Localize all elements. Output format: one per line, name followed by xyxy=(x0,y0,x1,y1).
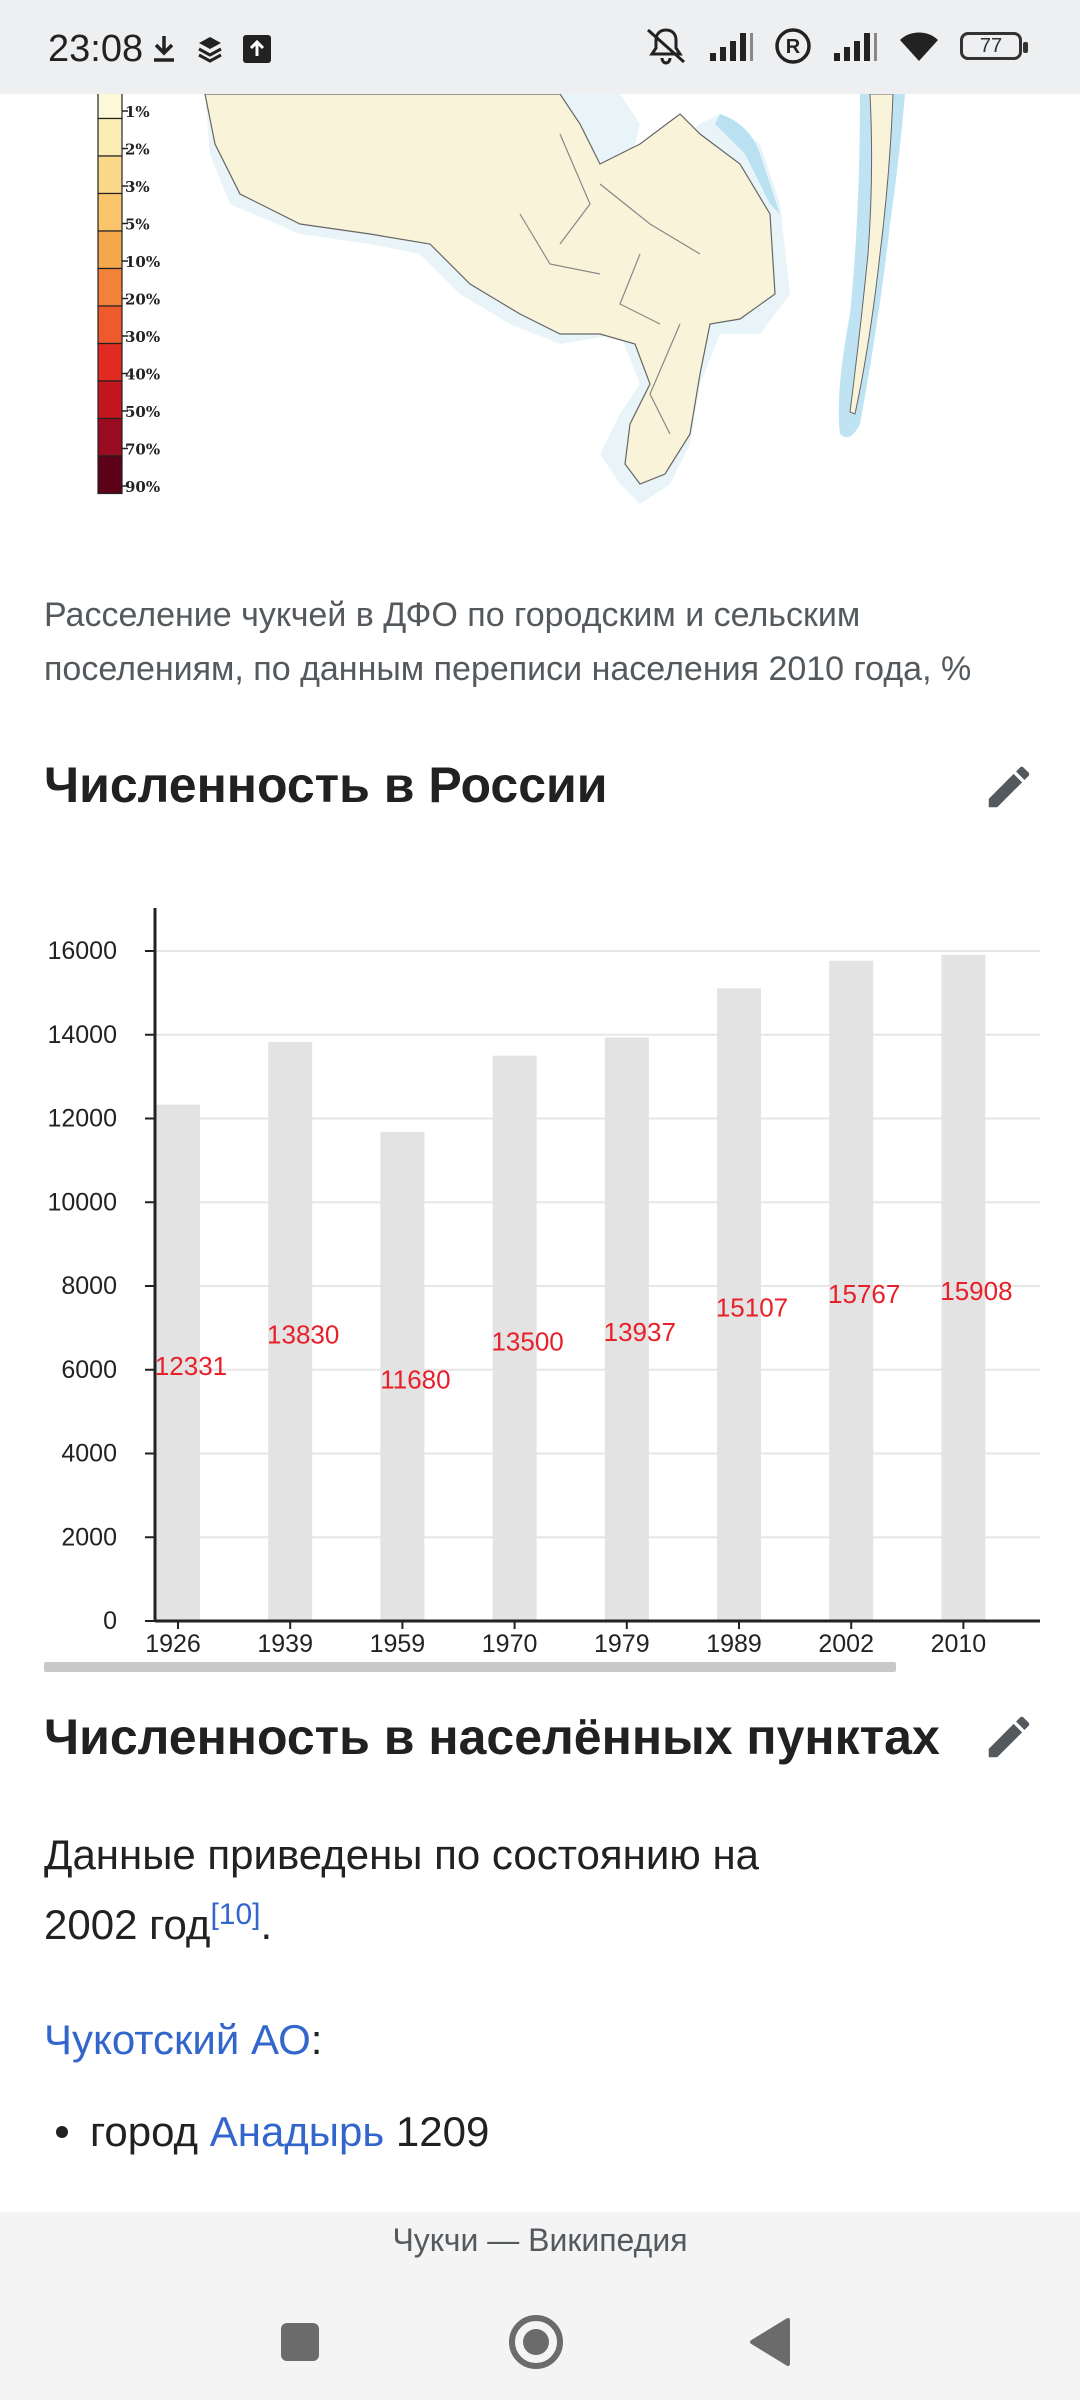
legend-swatch xyxy=(98,269,122,307)
x-tick-label: 1970 xyxy=(481,1630,538,1658)
recents-button[interactable] xyxy=(260,2302,340,2382)
wifi-icon xyxy=(898,29,940,63)
y-tick-label: 6000 xyxy=(61,1355,117,1384)
square-icon xyxy=(278,2320,322,2364)
legend-label: 3% xyxy=(125,178,150,196)
map-legend xyxy=(98,94,160,496)
bar-chart xyxy=(0,880,1080,1670)
bar-value-label: 15107 xyxy=(715,1292,789,1323)
signal-icon xyxy=(832,29,878,63)
list-item xyxy=(44,2108,489,2156)
home-button[interactable] xyxy=(496,2302,576,2382)
upload-icon xyxy=(242,34,272,64)
legend-label: 30% xyxy=(125,328,161,346)
bar-value-label: 13500 xyxy=(491,1326,564,1357)
x-tick-label: 1979 xyxy=(593,1630,650,1658)
paragraph-period: . xyxy=(260,1901,273,1948)
y-tick-label: 8000 xyxy=(61,1272,117,1300)
population-chart[interactable] xyxy=(0,880,1080,1670)
legend-swatch xyxy=(98,194,122,232)
download-icon xyxy=(150,34,178,64)
list-item-prefix: город xyxy=(90,2108,210,2155)
back-triangle-icon xyxy=(746,2316,794,2368)
x-tick-label: 2010 xyxy=(930,1630,987,1658)
map-caption: Расселение чукчей в ДФО по городским и сельским поселениям, по данным переписи населения 2010 года, % xyxy=(44,596,972,688)
legend-swatch xyxy=(98,381,122,419)
legend-swatch xyxy=(98,344,122,382)
bullet-icon xyxy=(56,2126,68,2138)
signal-icon xyxy=(708,29,754,63)
legend-swatch xyxy=(98,419,122,457)
legend-label: 20% xyxy=(125,290,161,309)
legend-swatch xyxy=(98,119,122,157)
page-title-footer: Чукчи — Википедия xyxy=(392,2222,688,2258)
section-heading-russia: Численность в России xyxy=(44,757,608,813)
layers-icon xyxy=(196,34,224,64)
bar-value-label: 12331 xyxy=(154,1350,228,1381)
reference-link[interactable]: [10] xyxy=(210,1898,261,1931)
edit-pencil-icon[interactable] xyxy=(982,1710,1036,1764)
legend-swatch xyxy=(98,94,122,119)
paragraph-line2: 2002 год xyxy=(44,1901,211,1948)
y-tick-label: 2000 xyxy=(61,1523,117,1552)
legend-label: 2% xyxy=(125,140,150,159)
land-region xyxy=(205,94,775,484)
x-tick-label: 2002 xyxy=(818,1630,875,1658)
edit-pencil-icon[interactable] xyxy=(982,760,1036,814)
legend-label: 10% xyxy=(125,253,161,271)
legend-swatch xyxy=(98,231,122,269)
y-tick-label: 12000 xyxy=(47,1104,117,1133)
legend-label: 70% xyxy=(125,440,161,459)
legend-swatch xyxy=(98,306,122,344)
battery-indicator: 77 xyxy=(960,32,1022,60)
map-graphic xyxy=(0,94,1080,534)
x-tick-label: 1939 xyxy=(257,1630,314,1658)
y-tick-label: 0 xyxy=(103,1607,117,1635)
region-line xyxy=(44,2016,322,2064)
status-left-icons xyxy=(150,34,272,64)
status-right-icons xyxy=(644,26,1022,66)
legend-swatch xyxy=(98,156,122,194)
bar-value-label: 11680 xyxy=(380,1364,451,1395)
status-time: 23:08 xyxy=(48,28,144,70)
y-tick-label: 14000 xyxy=(47,1020,117,1049)
roaming-icon xyxy=(774,27,812,65)
mute-icon xyxy=(644,26,688,66)
y-tick-label: 16000 xyxy=(47,937,117,965)
y-tick-label: 10000 xyxy=(47,1188,117,1217)
chukotka-link[interactable]: Чукотский АО xyxy=(44,2016,311,2063)
legend-label: 1% xyxy=(125,103,150,121)
legend-label: 90% xyxy=(125,478,161,496)
svg-text:R: R xyxy=(785,36,801,58)
x-tick-label: 1989 xyxy=(706,1630,762,1658)
anadyr-link[interactable]: Анадырь xyxy=(209,2108,385,2155)
section-heading-settlements: Численность в населённых пунктах xyxy=(44,1709,940,1765)
back-button[interactable] xyxy=(730,2302,810,2382)
bar-value-label: 15767 xyxy=(828,1278,901,1309)
chart-scrollbar[interactable] xyxy=(44,1662,896,1672)
paragraph-line1: Данные приведены по состоянию на xyxy=(44,1831,760,1878)
home-circle-icon xyxy=(506,2312,566,2372)
legend-label: 50% xyxy=(125,403,161,421)
bar-value-label: 13937 xyxy=(603,1317,676,1348)
data-paragraph xyxy=(44,1820,1044,1960)
bar-value-label: 15908 xyxy=(940,1275,1013,1306)
bar-value-label: 13830 xyxy=(267,1319,340,1350)
legend-label: 40% xyxy=(125,365,161,384)
x-tick-label: 1926 xyxy=(145,1630,201,1658)
list-item-value: 1209 xyxy=(384,2108,490,2155)
x-tick-label: 1959 xyxy=(369,1630,426,1658)
legend-label: 5% xyxy=(125,215,150,234)
status-bar xyxy=(0,0,1080,94)
legend-swatch xyxy=(98,456,122,494)
population-map[interactable] xyxy=(0,94,1080,534)
y-tick-label: 4000 xyxy=(61,1439,117,1468)
region-suffix: : xyxy=(310,2016,323,2063)
